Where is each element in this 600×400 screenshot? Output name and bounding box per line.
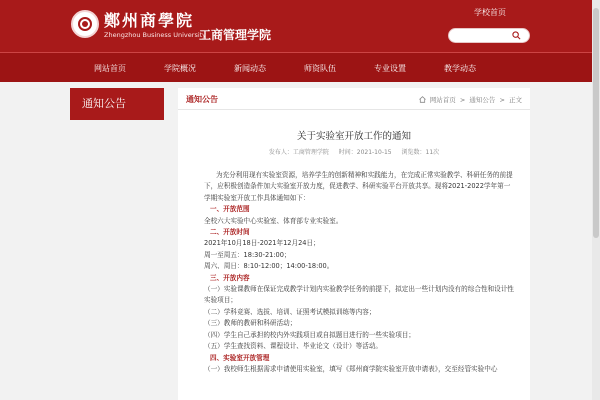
paragraph: （二）学科竞赛、选拔、培训、证照考试模拟训练等内容；: [204, 307, 376, 316]
scrollbar-thumb[interactable]: [593, 8, 599, 238]
article-panel: [178, 88, 530, 400]
breadcrumb-notices[interactable]: 通知公告: [469, 96, 496, 104]
paragraph: 周一至周五：18:30-21:00；: [204, 250, 291, 259]
paragraph: 为充分利用现有实验室资源，培养学生的创新精神和实践能力，在完成正常实验教学、科研任务的前提下，应积极创造条件加大实验室开放力度，促进教学、科研实验平台开放共享。现将2021-2022学年第一学期实验室开放工作具体通知如下：: [204, 171, 513, 202]
main-nav: [0, 52, 600, 82]
nav-item-overview[interactable]: 学院概况: [164, 64, 196, 73]
paragraph: 全校六大实验中心实验室、体育部专业实验室。: [204, 216, 343, 225]
breadcrumb-separator: >: [499, 96, 505, 104]
meta-author: 发布人：工商管理学院: [268, 149, 329, 156]
paragraph: 2021年10月18日-2021年12月24日；: [204, 239, 320, 248]
article-body: [204, 170, 514, 375]
school-home-link[interactable]: 学校首页: [474, 8, 506, 17]
nav-item-faculty[interactable]: 师资队伍: [304, 64, 336, 73]
meta-views: 浏览数：11次: [401, 149, 440, 156]
article-meta: [178, 147, 530, 156]
nav-item-news[interactable]: 新闻动态: [234, 64, 266, 73]
home-icon: [419, 96, 426, 103]
paragraph: （四）学生自己承担的校内外实践项目或自拟题目进行的一些实验项目；: [204, 330, 415, 339]
section-label: 通知公告: [186, 95, 218, 104]
paragraph: （一）我校师生根据需求申请使用实验室，填写《郑州商学院实验室开放申请表》，交至经管实验中心: [204, 364, 498, 373]
breadcrumb-separator: >: [459, 96, 466, 104]
nav-item-teaching[interactable]: 教学动态: [444, 64, 476, 73]
sidebar-title[interactable]: 通知公告: [70, 88, 164, 120]
nav-item-majors[interactable]: 专业设置: [374, 64, 406, 73]
paragraph: （一）实验课教师在保证完成教学计划内实验教学任务的前提下，拟定出一些计划内没有的综合性和设计性实验项目；: [204, 285, 514, 305]
school-seal-icon[interactable]: [71, 10, 99, 38]
paragraph: （五）学生查找资料、课程设计、毕业论文（设计）等活动。: [204, 342, 383, 351]
section-heading: 二、开放时间: [210, 228, 250, 237]
school-name[interactable]: 鄭州商學院: [104, 11, 195, 30]
breadcrumb: [419, 95, 522, 104]
content-header: [178, 88, 530, 110]
site-header: [0, 0, 600, 52]
section-heading: 三、开放内容: [210, 273, 250, 282]
section-heading: 四、实验室开放管理: [210, 353, 270, 362]
breadcrumb-home[interactable]: 网站首页: [429, 96, 456, 104]
paragraph: （三）教师的教研和科研活动；: [204, 319, 297, 328]
breadcrumb-current: 正文: [509, 96, 522, 104]
article-title: 关于实验室开放工作的通知: [296, 131, 411, 142]
paragraph: 周六、周日：8:10-12:00；14:00-18:00。: [204, 262, 334, 271]
school-english-name: Zhengzhou Business University: [104, 31, 207, 39]
section-heading: 一、开放范围: [210, 205, 250, 214]
meta-time: 时间：2021-10-15: [338, 149, 392, 156]
college-name: 工商管理学院: [199, 28, 272, 42]
nav-item-home[interactable]: 网站首页: [94, 64, 126, 73]
search-icon[interactable]: [512, 31, 521, 40]
